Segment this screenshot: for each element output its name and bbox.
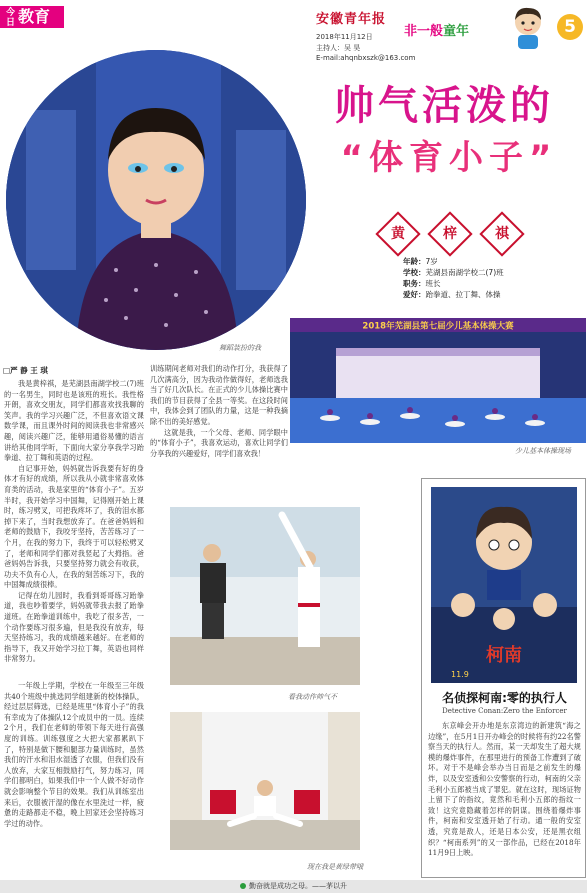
portrait-caption: 舞蹈装扮的我 [219,344,261,352]
section-title [404,20,469,39]
poster-date: 11.9 [451,670,469,679]
name-badges [372,218,532,258]
headline-line2: “体育小子” [340,138,558,178]
footer-dot-icon [240,883,246,889]
page-number: 5 [557,14,583,40]
article-paragraph: 训练期间老师对我们的动作打分，我获得了几次满高分，因为我动作做得好，老师选我当了好几次队长。在正式的少儿体操比赛中我们的节目获得了全县一等奖。在这段时间中，我体会到了团队的力量，这是一种我摘除不出的美好感觉。 [150,364,288,426]
section-badge [0,6,64,28]
article-paragraph: 一年级上学期，学校在一年级至三年级共40个班级中挑选同学组建新的校体操队，经过层层筛选，已经是班里“体育小子”的我有幸成为了体操队12个成员中的一员。连续2个月，我们在老师的带领下每天进行高强度的训练。训练强度之大把大家都累趴下了，特别是做下腰和腿部力量训练时，虽然我们的汗水和泪水湿透了衣服，但我们没有人放弃，大家互相鼓励打气，努力练习，同学们都明白，如果我们中一个人做不好动作就会影响整个节目的效果。我们从训练室出来后，衣服被汗湿的像在水里洗过一样，疲惫的走路都走不稳，晚上回家还会坚持练习学过的动作。 [4,681,144,828]
ad-title: 名侦探柯南:零的执行人 [442,691,567,705]
name-char: 黄 [391,226,405,242]
poster-title: 柯南 [486,645,522,666]
headline-line1: 帅气活泼的 [334,83,554,129]
name-badge [375,211,420,256]
kick-photo [170,507,360,685]
event-banner: 2018年芜湖县第七届少儿基本体操大赛 [362,321,514,332]
article-paragraph: 自记事开始，妈妈就告诉我要有好的身体才有好的成绩，所以我从小就非常喜欢体育类的活动，我是家里的“体育小子”。五岁半时，我开始学习中国舞，记得刚开始上课时，练习劈叉，可把我疼坏了，我的泪水都掉下来了，当时我想放弃了。在爸爸妈妈和老师的鼓励下，我咬牙坚持，苦苦练习了一个月，在我的努力下，我终于可以轻松劈叉了，老师和同学们都对我竖起了大拇指。爸爸妈妈告诉我，只要坚持努力就会有收获，功夫不负有心人，在我的刻苦练习下，我的中国舞成绩很棒。 [4,463,144,590]
kick-photo-caption: 看我动作帅气不 [288,693,337,701]
name-char: 祺 [495,226,509,242]
profile-position: 职务：班长 [403,279,441,288]
newspaper-masthead: 安徽青年报 [316,12,387,27]
article-paragraph: 我是黄梓祺，是芜湖县南湖学校二(7)班的一名男生，同时也是该班的班长。我性格开朗，喜欢交朋友，同学们都喜欢找我聊的笑声。我的学习兴趣广泛，不但喜欢语文课数学课，而且课外时间的阅读我也非常感兴趣，阅读兴趣广泛，能够用通俗易懂的语言讲给其他同学听，下面向大家分享我学习跆拳道、拉丁舞和英语的过程。 [4,379,144,463]
section-badge-main: 教育 [18,7,51,26]
name-char: 梓 [443,226,457,242]
movie-ad [421,478,586,878]
event-photo [290,318,586,443]
footer-quote [0,880,587,893]
section-title-part1: 非一般 [404,24,444,39]
cartoon-kid-icon [506,4,550,52]
article-paragraph: 这就是我，一个父母、老师、同学眼中的“体育小子”，我喜欢运动，喜欢让同学们分享我的兴趣爱好，同学们喜欢我！ [150,427,288,458]
certificate-photo [170,712,360,850]
event-caption: 少儿基本体操现场 [515,447,571,455]
profile-age: 年龄：7岁 [403,257,438,266]
byline: □严 静 王 琪 [3,366,48,375]
email-line: E-mail:ahqnbxszk@163.com [316,54,416,62]
section-badge-small: 今日 [6,7,16,28]
ad-subtitle: Detective Conan:Zero the Enforcer [442,707,567,715]
footer-text: 勤奋就是成功之母。——茅以升 [249,882,347,890]
movie-poster [431,487,577,683]
article-column-2 [150,364,288,476]
page-header [0,0,587,68]
editor-line: 主持人：吴 昊 [316,44,361,52]
portrait-photo [6,50,306,350]
name-badge [479,211,524,256]
article-column-1b [4,681,144,877]
profile-info [403,256,504,300]
article-paragraph: 记得在幼儿园时，我看到哥哥练习跆拳道，我也吵着要学，妈妈就带我去报了跆拳道班。在跆拳道训练中，我吃了很多苦，一个动作要练习很多遍，但是我没有放弃，每天坚持练习，我的成绩越来越好。在老师的指导下，我又开始学习拉丁舞，英语也同样非常努力。 [4,590,144,664]
certificate-photo-caption: 现在我是黄绿带哦 [307,863,363,871]
section-title-part2: 童年 [443,24,470,39]
profile-hobby: 爱好：跆拳道、拉丁舞、体操 [403,290,501,299]
profile-school: 学校：芜湖县南湖学校二(7)班 [403,268,504,277]
ad-body: 东京峰会开办地是东京湾边的新建筑“海之边缘”，在5月1日开办峰会的时候将有约22名警察当天的执行人。然而，某一天却发生了超大规模的爆炸事件，在那里进行的预备工作遭到了破坏。对于不是峰会举办当日而是之前发生的爆炸，以及安室透和公安警察的行动，柯南的父亲毛利小五郎被当成了罪犯。就在这时，现场证物上留下了的指纹，竟然和毛利小五郎的指纹一致！这究竟隐藏着怎样的阴谋。围绕着爆炸事件，柯南和安室透开始了行动。通一般的安室透，究竟是敌人，还是日本公安，还是黑衣组织？“柯南系列”的又一部作品，已经在2018年11月9日上映。 [428,721,581,858]
issue-date: 2018年11月12日 [316,33,373,41]
name-badge [427,211,472,256]
